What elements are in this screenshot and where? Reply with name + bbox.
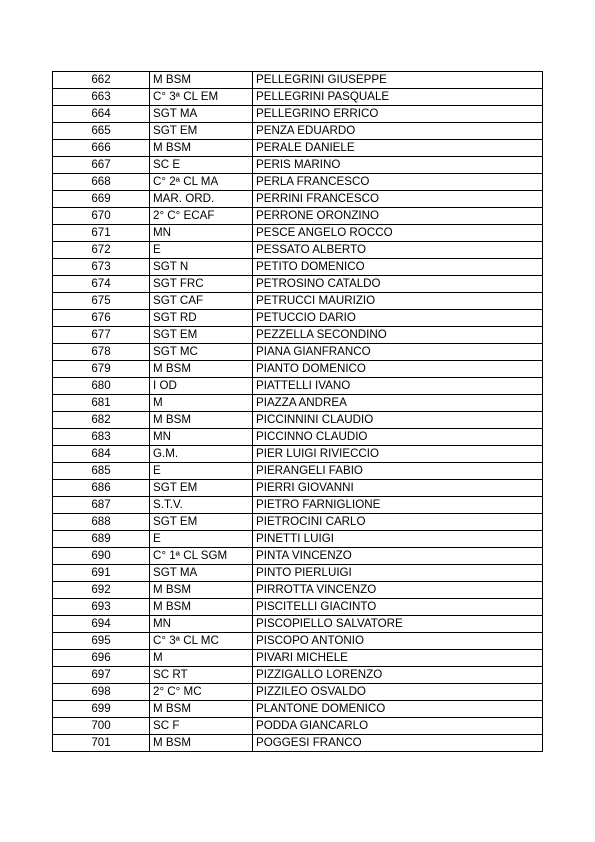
num-cell: 679: [53, 361, 150, 378]
table-row: [53, 480, 543, 497]
num-cell: 688: [53, 514, 150, 531]
table-row: [53, 310, 543, 327]
name-cell: PETROSINO CATALDO: [253, 276, 543, 293]
roster-body: [53, 72, 543, 752]
name-cell: PICCINNO CLAUDIO: [253, 429, 543, 446]
rank-cell: M BSM: [150, 412, 253, 429]
rank-cell: C° 3ª CL MC: [150, 633, 253, 650]
table-row: [53, 667, 543, 684]
num-cell: 681: [53, 395, 150, 412]
table-row: [53, 123, 543, 140]
name-cell: PELLEGRINI GIUSEPPE: [253, 72, 543, 89]
rank-cell: SGT EM: [150, 123, 253, 140]
rank-cell: SGT EM: [150, 480, 253, 497]
rank-cell: G.M.: [150, 446, 253, 463]
name-cell: PENZA EDUARDO: [253, 123, 543, 140]
num-cell: 671: [53, 225, 150, 242]
num-cell: 665: [53, 123, 150, 140]
name-cell: PINTA VINCENZO: [253, 548, 543, 565]
rank-cell: SGT MA: [150, 565, 253, 582]
table-row: [53, 701, 543, 718]
table-row: [53, 191, 543, 208]
num-cell: 674: [53, 276, 150, 293]
name-cell: PELLEGRINO ERRICO: [253, 106, 543, 123]
name-cell: PEZZELLA SECONDINO: [253, 327, 543, 344]
num-cell: 675: [53, 293, 150, 310]
name-cell: PODDA GIANCARLO: [253, 718, 543, 735]
rank-cell: M BSM: [150, 582, 253, 599]
num-cell: 683: [53, 429, 150, 446]
table-row: [53, 225, 543, 242]
name-cell: PETRUCCI MAURIZIO: [253, 293, 543, 310]
table-row: [53, 157, 543, 174]
num-cell: 667: [53, 157, 150, 174]
num-cell: 699: [53, 701, 150, 718]
table-row: [53, 395, 543, 412]
rank-cell: 2° C° MC: [150, 684, 253, 701]
table-row: [53, 497, 543, 514]
name-cell: PIER LUIGI RIVIECCIO: [253, 446, 543, 463]
num-cell: 682: [53, 412, 150, 429]
name-cell: PIETROCINI CARLO: [253, 514, 543, 531]
num-cell: 692: [53, 582, 150, 599]
table-row: [53, 616, 543, 633]
num-cell: 696: [53, 650, 150, 667]
rank-cell: SGT EM: [150, 514, 253, 531]
name-cell: PELLEGRINI PASQUALE: [253, 89, 543, 106]
name-cell: PESCE ANGELO ROCCO: [253, 225, 543, 242]
rank-cell: SC RT: [150, 667, 253, 684]
rank-cell: I OD: [150, 378, 253, 395]
rank-cell: C° 3ª CL EM: [150, 89, 253, 106]
name-cell: PINTO PIERLUIGI: [253, 565, 543, 582]
table-row: [53, 463, 543, 480]
table-row: [53, 548, 543, 565]
table-row: [53, 361, 543, 378]
rank-cell: C° 2ª CL MA: [150, 174, 253, 191]
table-row: [53, 344, 543, 361]
name-cell: PIZZILEO OSVALDO: [253, 684, 543, 701]
num-cell: 693: [53, 599, 150, 616]
table-row: [53, 208, 543, 225]
name-cell: PISCOPO ANTONIO: [253, 633, 543, 650]
num-cell: 662: [53, 72, 150, 89]
rank-cell: 2° C° ECAF: [150, 208, 253, 225]
rank-cell: MAR. ORD.: [150, 191, 253, 208]
name-cell: PIVARI MICHELE: [253, 650, 543, 667]
rank-cell: M BSM: [150, 72, 253, 89]
table-row: [53, 531, 543, 548]
rank-cell: M BSM: [150, 735, 253, 752]
num-cell: 698: [53, 684, 150, 701]
table-row: [53, 174, 543, 191]
num-cell: 664: [53, 106, 150, 123]
table-row: [53, 650, 543, 667]
name-cell: PIANTO DOMENICO: [253, 361, 543, 378]
table-row: [53, 242, 543, 259]
rank-cell: SGT RD: [150, 310, 253, 327]
name-cell: POGGESI FRANCO: [253, 735, 543, 752]
table-row: [53, 565, 543, 582]
rank-cell: SGT EM: [150, 327, 253, 344]
name-cell: PIATTELLI IVANO: [253, 378, 543, 395]
table-row: [53, 735, 543, 752]
table-row: [53, 718, 543, 735]
name-cell: PIANA GIANFRANCO: [253, 344, 543, 361]
table-row: [53, 276, 543, 293]
table-row: [53, 259, 543, 276]
rank-cell: M: [150, 650, 253, 667]
name-cell: PETITO DOMENICO: [253, 259, 543, 276]
name-cell: PESSATO ALBERTO: [253, 242, 543, 259]
rank-cell: M BSM: [150, 599, 253, 616]
rank-cell: SGT MA: [150, 106, 253, 123]
name-cell: PINETTI LUIGI: [253, 531, 543, 548]
table-row: [53, 106, 543, 123]
name-cell: PIETRO FARNIGLIONE: [253, 497, 543, 514]
num-cell: 673: [53, 259, 150, 276]
rank-cell: M: [150, 395, 253, 412]
rank-cell: E: [150, 242, 253, 259]
num-cell: 678: [53, 344, 150, 361]
name-cell: PIERRI GIOVANNI: [253, 480, 543, 497]
table-row: [53, 140, 543, 157]
num-cell: 685: [53, 463, 150, 480]
num-cell: 670: [53, 208, 150, 225]
num-cell: 690: [53, 548, 150, 565]
table-row: [53, 72, 543, 89]
table-row: [53, 514, 543, 531]
rank-cell: E: [150, 531, 253, 548]
name-cell: PIZZIGALLO LORENZO: [253, 667, 543, 684]
num-cell: 676: [53, 310, 150, 327]
name-cell: PERALE DANIELE: [253, 140, 543, 157]
name-cell: PERRINI FRANCESCO: [253, 191, 543, 208]
table-row: [53, 633, 543, 650]
rank-cell: SC E: [150, 157, 253, 174]
num-cell: 680: [53, 378, 150, 395]
num-cell: 686: [53, 480, 150, 497]
rank-cell: E: [150, 463, 253, 480]
rank-cell: SGT CAF: [150, 293, 253, 310]
num-cell: 684: [53, 446, 150, 463]
table-row: [53, 446, 543, 463]
rank-cell: MN: [150, 429, 253, 446]
num-cell: 689: [53, 531, 150, 548]
name-cell: PIERANGELI FABIO: [253, 463, 543, 480]
table-row: [53, 293, 543, 310]
rank-cell: M BSM: [150, 361, 253, 378]
num-cell: 701: [53, 735, 150, 752]
table-row: [53, 89, 543, 106]
num-cell: 672: [53, 242, 150, 259]
rank-cell: SGT MC: [150, 344, 253, 361]
num-cell: 663: [53, 89, 150, 106]
table-row: [53, 412, 543, 429]
table-row: [53, 378, 543, 395]
roster-table: [52, 71, 543, 752]
rank-cell: SC F: [150, 718, 253, 735]
rank-cell: M BSM: [150, 140, 253, 157]
num-cell: 691: [53, 565, 150, 582]
name-cell: PISCITELLI GIACINTO: [253, 599, 543, 616]
num-cell: 668: [53, 174, 150, 191]
name-cell: PERRONE ORONZINO: [253, 208, 543, 225]
name-cell: PICCINNINI CLAUDIO: [253, 412, 543, 429]
rank-cell: SGT N: [150, 259, 253, 276]
num-cell: 700: [53, 718, 150, 735]
name-cell: PISCOPIELLO SALVATORE: [253, 616, 543, 633]
table-row: [53, 582, 543, 599]
rank-cell: SGT FRC: [150, 276, 253, 293]
name-cell: PETUCCIO DARIO: [253, 310, 543, 327]
table-row: [53, 327, 543, 344]
num-cell: 669: [53, 191, 150, 208]
name-cell: PERIS MARINO: [253, 157, 543, 174]
name-cell: PLANTONE DOMENICO: [253, 701, 543, 718]
rank-cell: C° 1ª CL SGM: [150, 548, 253, 565]
num-cell: 677: [53, 327, 150, 344]
name-cell: PIAZZA ANDREA: [253, 395, 543, 412]
num-cell: 687: [53, 497, 150, 514]
num-cell: 694: [53, 616, 150, 633]
rank-cell: S.T.V.: [150, 497, 253, 514]
table-row: [53, 684, 543, 701]
rank-cell: MN: [150, 225, 253, 242]
num-cell: 695: [53, 633, 150, 650]
name-cell: PERLA FRANCESCO: [253, 174, 543, 191]
table-row: [53, 599, 543, 616]
name-cell: PIRROTTA VINCENZO: [253, 582, 543, 599]
table-row: [53, 429, 543, 446]
rank-cell: MN: [150, 616, 253, 633]
rank-cell: M BSM: [150, 701, 253, 718]
num-cell: 697: [53, 667, 150, 684]
num-cell: 666: [53, 140, 150, 157]
